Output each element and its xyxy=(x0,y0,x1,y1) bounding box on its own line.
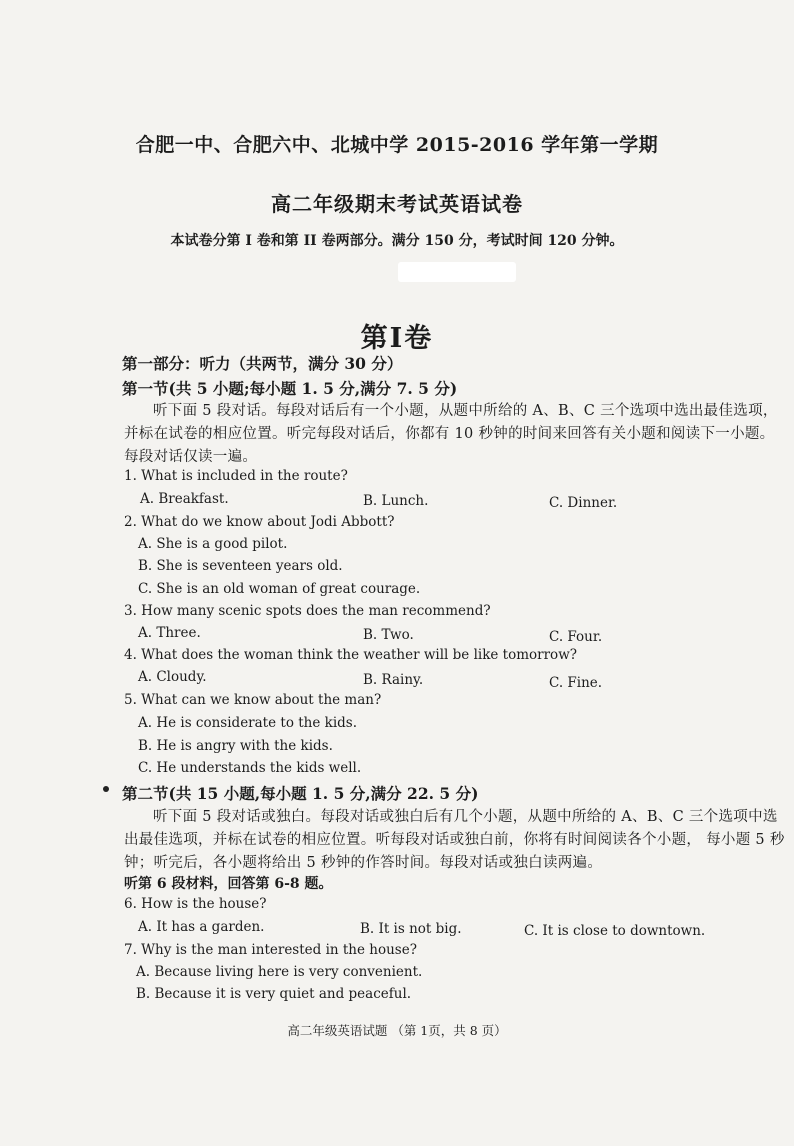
question-stem: 1. What is included in the route? xyxy=(124,468,348,484)
part1-heading: 第一部分：听力（共两节，满分 30 分） xyxy=(122,354,403,373)
section2-heading: 第二节(共 15 小题,每小题 1. 5 分,满分 22. 5 分) xyxy=(122,784,479,803)
option-b: B. Because it is very quiet and peaceful. xyxy=(136,986,412,1002)
page-footer: 高二年级英语试题 （第 1页，共 8 页） xyxy=(287,1023,507,1038)
option-b: B. Rainy. xyxy=(363,672,424,688)
option-a: A. Cloudy. xyxy=(138,669,207,685)
question-stem: 2. What do we know about Jodi Abbott? xyxy=(124,514,395,530)
question-stem: 3. How many scenic spots does the man recommend? xyxy=(124,603,491,619)
option-c: C. Fine. xyxy=(549,675,603,691)
option-a: A. It has a garden. xyxy=(138,919,265,935)
question-stem: 4. What does the woman think the weather will be like tomorrow? xyxy=(124,647,577,663)
option-c: C. Four. xyxy=(549,629,603,645)
option-a: A. Because living here is very convenient. xyxy=(136,964,423,980)
question-stem: 6. How is the house? xyxy=(124,896,267,912)
question-stem: 7. Why is the man interested in the house? xyxy=(124,942,417,958)
section2-instructions: 听下面 5 段对话或独白。每段对话或独白后有几个小题，从题中所给的 A、B、C 三个选项中选出最佳选项，并标在试卷的相应位置。听每段对话或独白前，你将有时间阅读各个小题， 每小题 5 秒钟；听完后，各小题将给出 5 秒钟的作答时间。每段对话或独白读两遍。 xyxy=(124,809,785,871)
section1-heading: 第一节(共 5 小题;每小题 1. 5 分,满分 7. 5 分) xyxy=(122,379,458,398)
volume-title: 第I卷 xyxy=(360,323,434,354)
material-heading: 听第 6 段材料，回答第 6-8 题。 xyxy=(124,876,333,892)
option-a: A. She is a good pilot. xyxy=(138,536,288,552)
exam-notice: 本试卷分第 I 卷和第 II 卷两部分。满分 150 分，考试时间 120 分钟。 xyxy=(170,233,624,249)
option-b: B. Lunch. xyxy=(363,493,429,509)
option-a: A. Breakfast. xyxy=(140,491,229,507)
redaction-patch xyxy=(398,262,516,282)
section1-instructions: 听下面 5 段对话。每段对话后有一个小题，从题中所给的 A、B、C 三个选项中选出最佳选项，并标在试卷的相应位置。听完每段对话后，你都有 10 秒钟的时间来回答有关小题和阅读下一小题。每段对话仅读一遍。 xyxy=(124,403,778,465)
option-c: C. He understands the kids well. xyxy=(138,760,362,776)
option-b: B. Two. xyxy=(363,627,414,643)
margin-mark xyxy=(103,786,109,792)
exam-title-schools: 合肥一中、合肥六中、北城中学 2015-2016 学年第一学期 xyxy=(135,134,659,156)
option-a: A. Three. xyxy=(138,625,201,641)
option-c: C. She is an old woman of great courage. xyxy=(138,581,421,597)
question-stem: 5. What can we know about the man? xyxy=(124,692,382,708)
option-c: C. Dinner. xyxy=(549,495,618,511)
option-c: C. It is close to downtown. xyxy=(524,923,706,939)
exam-title: 高二年级期末考试英语试卷 xyxy=(271,192,523,216)
option-b: B. She is seventeen years old. xyxy=(138,558,343,574)
option-b: B. He is angry with the kids. xyxy=(138,738,333,754)
option-a: A. He is considerate to the kids. xyxy=(138,715,357,731)
option-b: B. It is not big. xyxy=(360,921,462,937)
